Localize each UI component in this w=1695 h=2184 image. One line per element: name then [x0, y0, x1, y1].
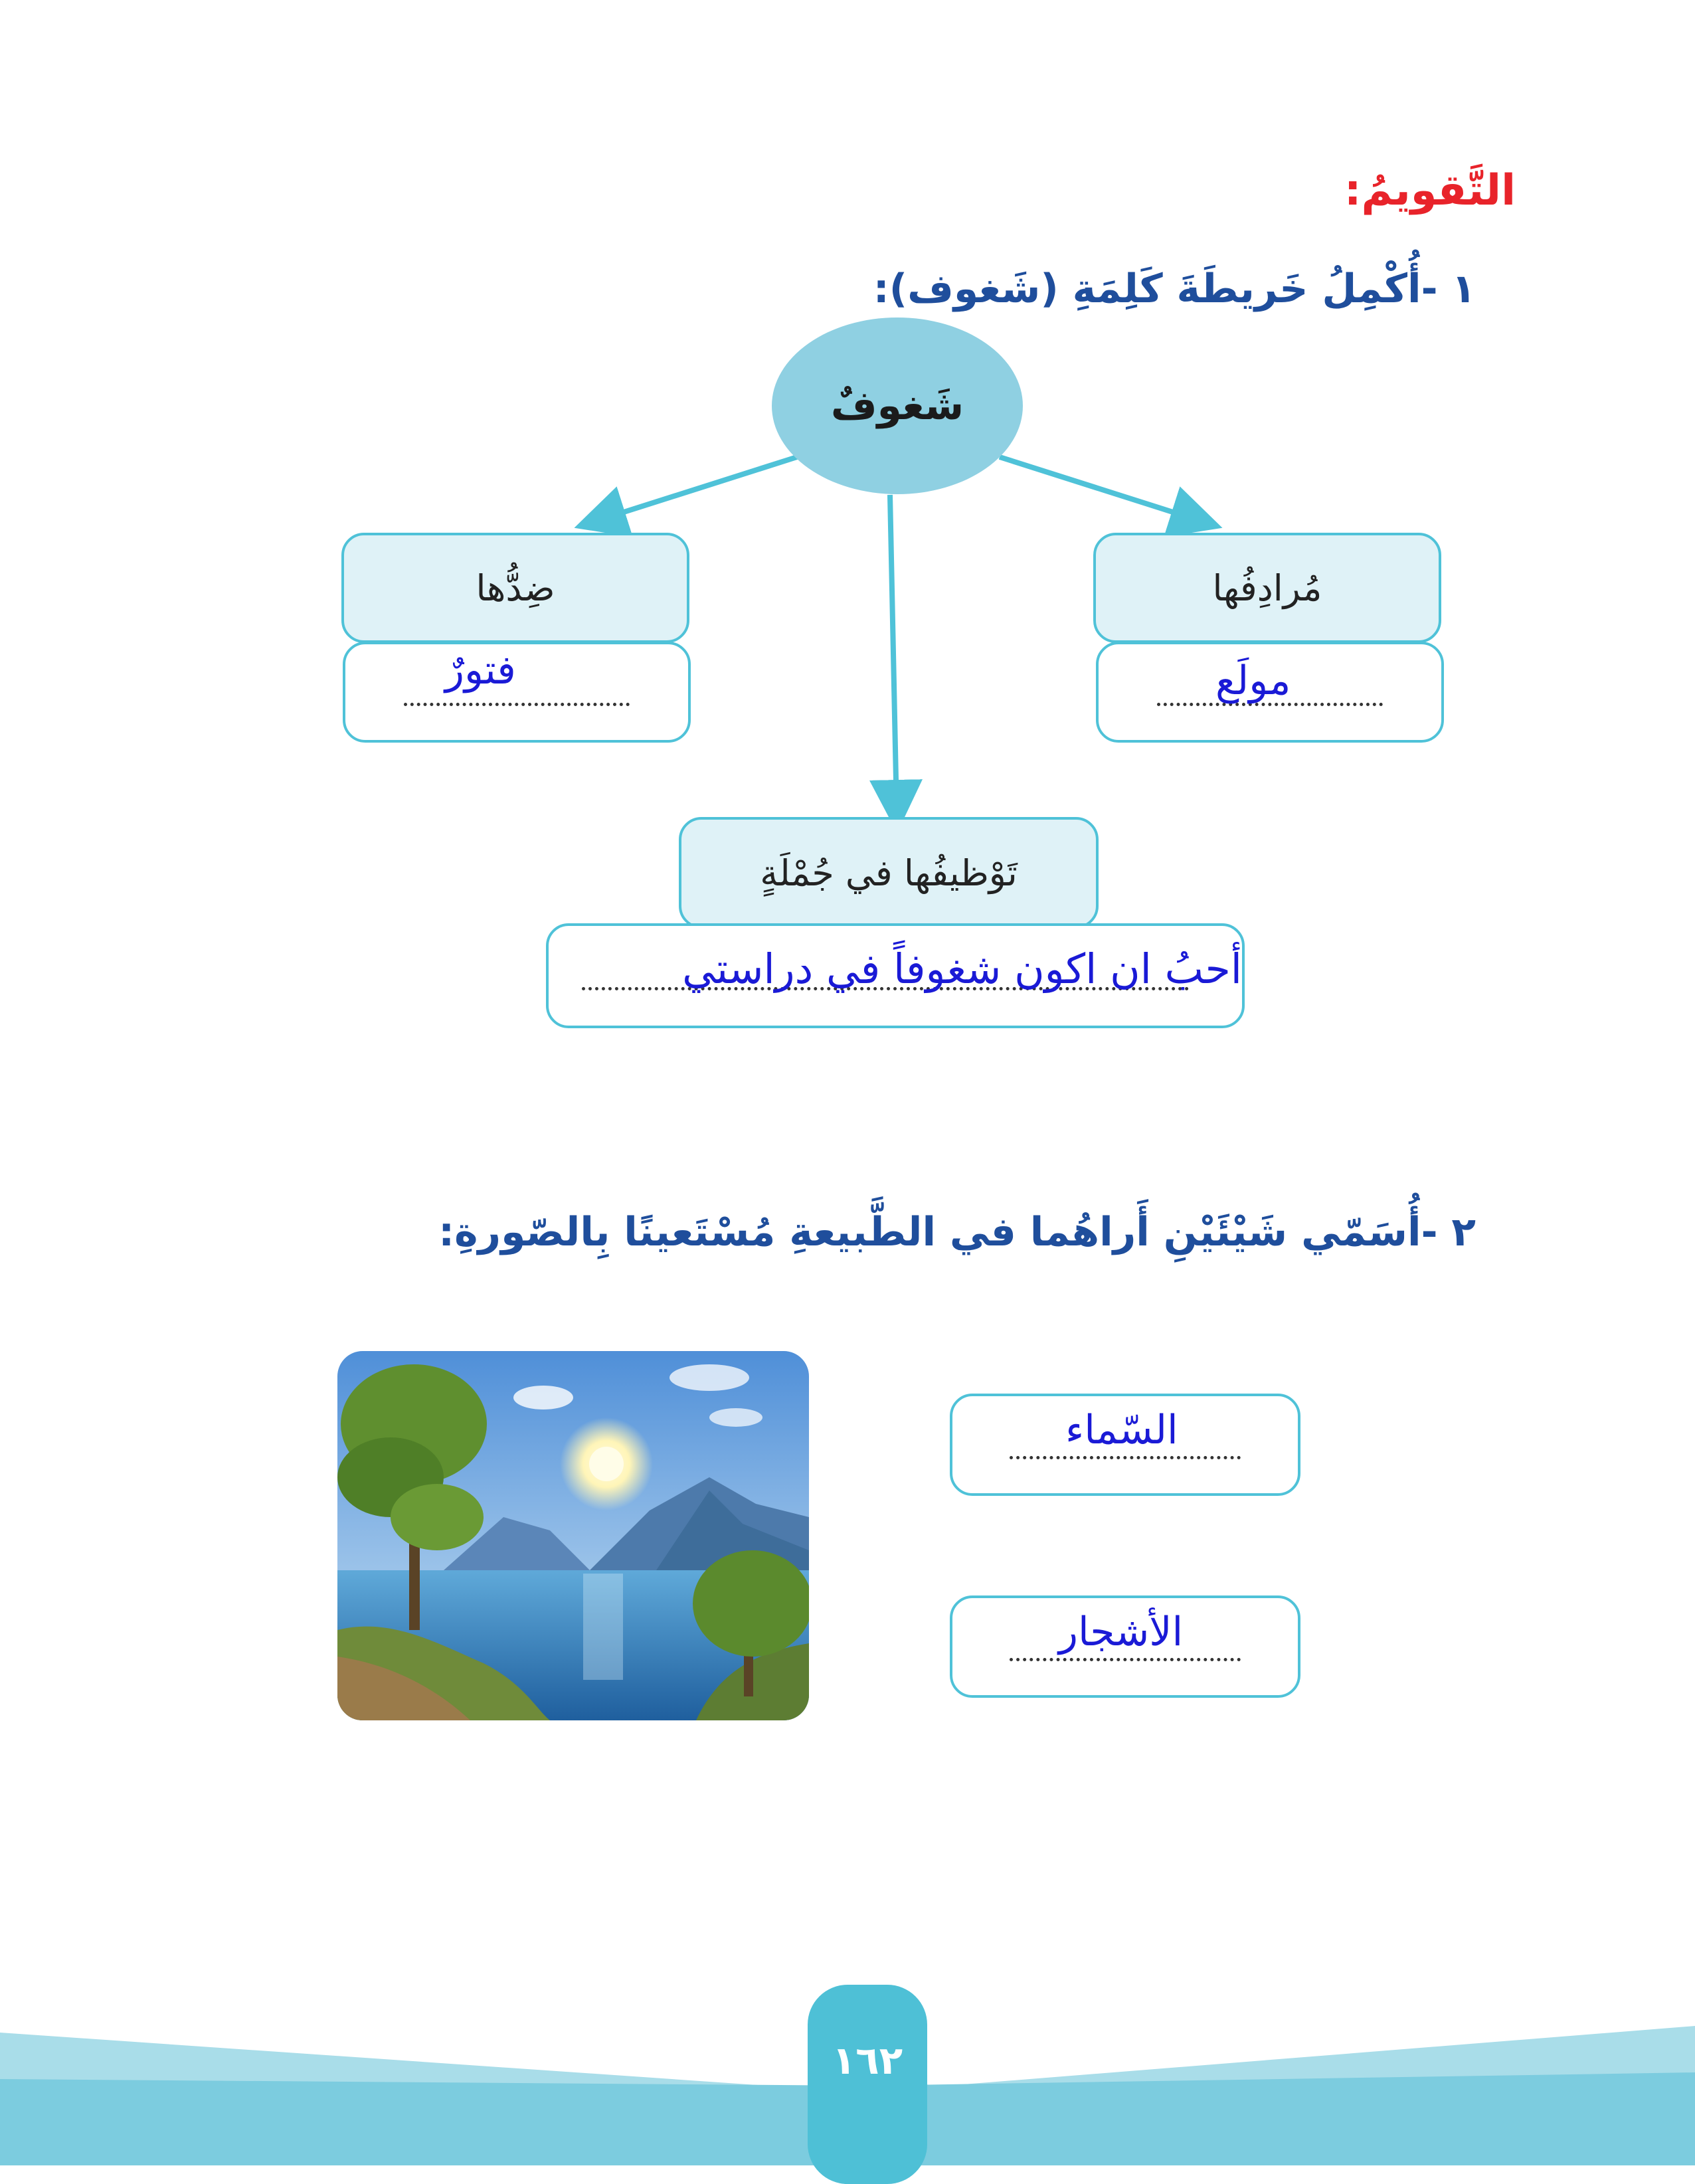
sentence-header — [679, 817, 1099, 929]
arrow-to-synonym — [1000, 457, 1202, 521]
sentence-label: تَوْظيفُها في جُمْلَةٍ — [760, 852, 1018, 894]
antonym-answer: فتورٌ — [445, 647, 516, 693]
center-word: شَغوفٌ — [830, 383, 964, 429]
arrow-to-antonym — [594, 457, 797, 521]
q2-answer-1: السّماء — [1065, 1407, 1178, 1453]
synonym-answer: مولَع — [1215, 658, 1291, 704]
page-number-tab — [808, 1985, 927, 2184]
sentence-answer: أحبُ ان اكون شغوفاً في دراستي — [682, 945, 1242, 993]
synonym-label: مُرادِفُها — [1212, 567, 1322, 609]
synonym-header — [1093, 533, 1441, 643]
page-number: ١٦٢ — [832, 2038, 903, 2083]
antonym-answer-box[interactable] — [343, 642, 691, 743]
antonym-label: ضِدُّها — [476, 567, 555, 609]
section-title: التَّقويمُ: — [1344, 166, 1516, 215]
q2-dotted-line-2 — [1010, 1658, 1241, 1661]
q2-answer-2: الأشجار — [1059, 1609, 1184, 1655]
q2-answer-box-1[interactable] — [950, 1394, 1300, 1496]
arrow-to-sentence — [890, 495, 897, 812]
antonym-header — [341, 533, 689, 643]
antonym-dotted-line — [404, 703, 630, 706]
synonym-answer-box[interactable] — [1096, 642, 1444, 743]
q2-dotted-line-1 — [1010, 1456, 1241, 1459]
q2-answer-box-2[interactable] — [950, 1595, 1300, 1698]
center-word-bubble — [772, 318, 1023, 494]
nature-photo — [337, 1351, 809, 1720]
sentence-answer-box[interactable] — [546, 923, 1245, 1028]
question-1-text: ١ -أُكْمِلُ خَريطَةَ كَلِمَةِ (شَغوف): — [873, 266, 1476, 312]
question-2-text: ٢ -أُسَمّي شَيْئَيْنِ أَراهُما في الطَّبيعةِ مُسْتَعينًا بِالصّورةِ: — [438, 1209, 1476, 1255]
